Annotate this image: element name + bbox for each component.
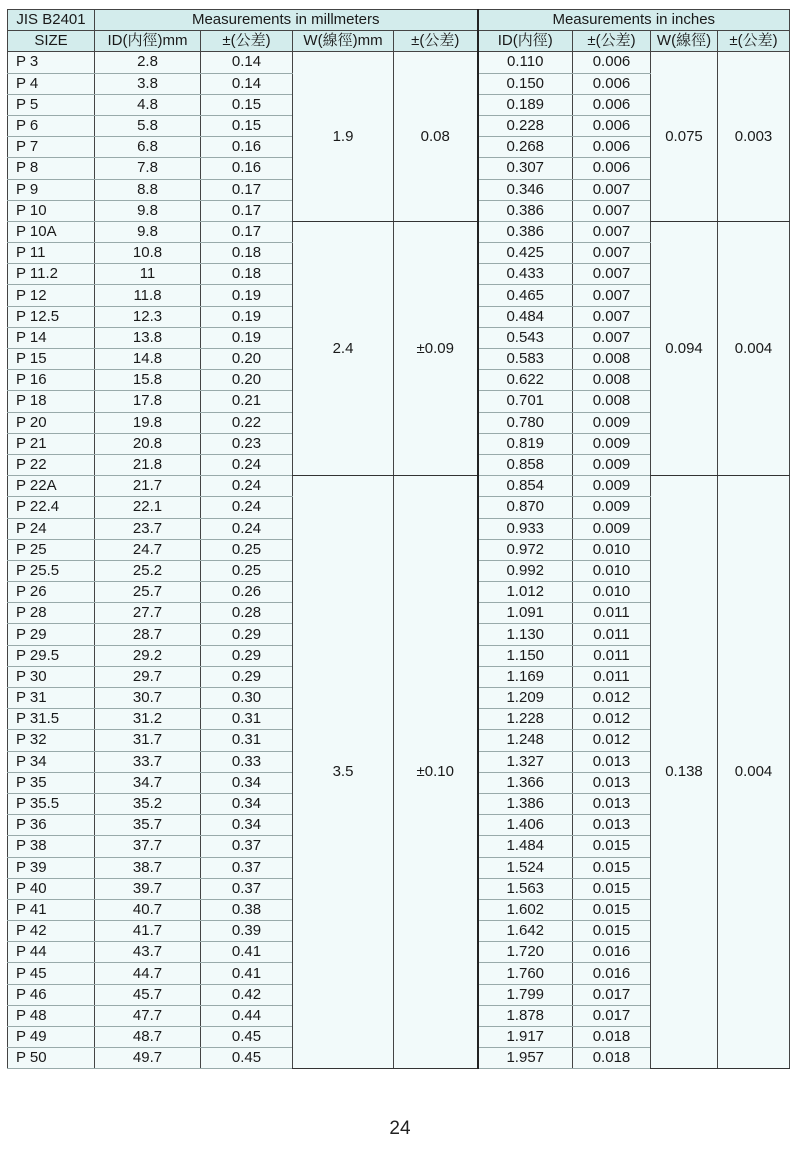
col-id-in-header: ID(内徑) bbox=[478, 31, 573, 52]
id-mm-tol-cell: 0.37 bbox=[201, 878, 293, 899]
id-in-cell: 1.209 bbox=[478, 688, 573, 709]
id-mm-tol-cell: 0.23 bbox=[201, 433, 293, 454]
size-cell: P 28 bbox=[8, 603, 95, 624]
col-size-header: SIZE bbox=[8, 31, 95, 52]
id-mm-cell: 23.7 bbox=[95, 518, 201, 539]
table-row bbox=[8, 52, 790, 73]
id-mm-tol-cell: 0.15 bbox=[201, 94, 293, 115]
id-in-cell: 1.169 bbox=[478, 666, 573, 687]
id-mm-cell: 21.8 bbox=[95, 454, 201, 475]
w-mm-tol-cell: ±0.10 bbox=[394, 476, 478, 1069]
id-mm-cell: 14.8 bbox=[95, 349, 201, 370]
id-mm-tol-cell: 0.37 bbox=[201, 857, 293, 878]
id-in-tol-cell: 0.008 bbox=[573, 391, 651, 412]
id-in-cell: 0.110 bbox=[478, 52, 573, 73]
size-cell: P 11.2 bbox=[8, 264, 95, 285]
size-cell: P 6 bbox=[8, 115, 95, 136]
id-in-cell: 0.268 bbox=[478, 137, 573, 158]
id-mm-cell: 8.8 bbox=[95, 179, 201, 200]
col-id-mm-tol-header: ±(公差) bbox=[201, 31, 293, 52]
id-mm-tol-cell: 0.17 bbox=[201, 221, 293, 242]
size-cell: P 35 bbox=[8, 772, 95, 793]
id-in-tol-cell: 0.013 bbox=[573, 751, 651, 772]
id-in-tol-cell: 0.013 bbox=[573, 793, 651, 814]
id-mm-tol-cell: 0.20 bbox=[201, 349, 293, 370]
id-mm-cell: 33.7 bbox=[95, 751, 201, 772]
id-mm-cell: 38.7 bbox=[95, 857, 201, 878]
size-cell: P 8 bbox=[8, 158, 95, 179]
id-mm-cell: 31.2 bbox=[95, 709, 201, 730]
id-in-cell: 0.228 bbox=[478, 115, 573, 136]
size-cell: P 40 bbox=[8, 878, 95, 899]
id-mm-tol-cell: 0.31 bbox=[201, 709, 293, 730]
id-in-cell: 1.012 bbox=[478, 582, 573, 603]
id-in-tol-cell: 0.009 bbox=[573, 454, 651, 475]
id-mm-cell: 43.7 bbox=[95, 942, 201, 963]
id-mm-cell: 10.8 bbox=[95, 243, 201, 264]
id-mm-tol-cell: 0.29 bbox=[201, 666, 293, 687]
id-in-tol-cell: 0.009 bbox=[573, 412, 651, 433]
size-cell: P 41 bbox=[8, 899, 95, 920]
id-in-cell: 1.799 bbox=[478, 984, 573, 1005]
id-in-cell: 1.130 bbox=[478, 624, 573, 645]
id-mm-tol-cell: 0.39 bbox=[201, 921, 293, 942]
id-mm-tol-cell: 0.34 bbox=[201, 772, 293, 793]
id-in-cell: 1.228 bbox=[478, 709, 573, 730]
id-in-cell: 1.642 bbox=[478, 921, 573, 942]
id-mm-tol-cell: 0.19 bbox=[201, 306, 293, 327]
id-mm-tol-cell: 0.33 bbox=[201, 751, 293, 772]
id-in-tol-cell: 0.006 bbox=[573, 137, 651, 158]
id-mm-tol-cell: 0.31 bbox=[201, 730, 293, 751]
id-mm-tol-cell: 0.22 bbox=[201, 412, 293, 433]
id-in-cell: 0.870 bbox=[478, 497, 573, 518]
size-cell: P 29 bbox=[8, 624, 95, 645]
size-cell: P 42 bbox=[8, 921, 95, 942]
id-in-tol-cell: 0.017 bbox=[573, 1005, 651, 1026]
id-mm-tol-cell: 0.42 bbox=[201, 984, 293, 1005]
id-in-cell: 1.091 bbox=[478, 603, 573, 624]
size-cell: P 26 bbox=[8, 582, 95, 603]
id-mm-tol-cell: 0.15 bbox=[201, 115, 293, 136]
id-mm-cell: 37.7 bbox=[95, 836, 201, 857]
inch-group-header: Measurements in inches bbox=[478, 10, 790, 31]
size-cell: P 7 bbox=[8, 137, 95, 158]
col-w-in-header: W(線徑) bbox=[651, 31, 718, 52]
id-in-cell: 1.386 bbox=[478, 793, 573, 814]
id-mm-cell: 6.8 bbox=[95, 137, 201, 158]
id-mm-cell: 47.7 bbox=[95, 1005, 201, 1026]
id-mm-cell: 25.2 bbox=[95, 560, 201, 581]
id-in-tol-cell: 0.006 bbox=[573, 73, 651, 94]
id-in-cell: 0.780 bbox=[478, 412, 573, 433]
id-in-tol-cell: 0.015 bbox=[573, 836, 651, 857]
id-in-cell: 1.563 bbox=[478, 878, 573, 899]
id-mm-tol-cell: 0.20 bbox=[201, 370, 293, 391]
id-in-tol-cell: 0.007 bbox=[573, 221, 651, 242]
id-in-tol-cell: 0.007 bbox=[573, 264, 651, 285]
id-in-cell: 0.543 bbox=[478, 327, 573, 348]
id-in-cell: 1.406 bbox=[478, 815, 573, 836]
id-mm-tol-cell: 0.28 bbox=[201, 603, 293, 624]
size-cell: P 25 bbox=[8, 539, 95, 560]
size-cell: P 18 bbox=[8, 391, 95, 412]
id-in-tol-cell: 0.015 bbox=[573, 921, 651, 942]
id-mm-tol-cell: 0.16 bbox=[201, 137, 293, 158]
size-cell: P 45 bbox=[8, 963, 95, 984]
size-cell: P 4 bbox=[8, 73, 95, 94]
id-in-cell: 0.386 bbox=[478, 221, 573, 242]
id-mm-cell: 2.8 bbox=[95, 52, 201, 73]
id-in-tol-cell: 0.010 bbox=[573, 582, 651, 603]
size-cell: P 49 bbox=[8, 1027, 95, 1048]
size-cell: P 35.5 bbox=[8, 793, 95, 814]
id-in-cell: 0.854 bbox=[478, 476, 573, 497]
id-mm-tol-cell: 0.44 bbox=[201, 1005, 293, 1026]
id-mm-tol-cell: 0.14 bbox=[201, 73, 293, 94]
id-in-tol-cell: 0.007 bbox=[573, 306, 651, 327]
id-mm-cell: 19.8 bbox=[95, 412, 201, 433]
id-in-tol-cell: 0.007 bbox=[573, 327, 651, 348]
id-mm-cell: 48.7 bbox=[95, 1027, 201, 1048]
id-mm-tol-cell: 0.41 bbox=[201, 942, 293, 963]
id-mm-tol-cell: 0.18 bbox=[201, 243, 293, 264]
w-mm-cell: 3.5 bbox=[293, 476, 394, 1069]
id-in-tol-cell: 0.006 bbox=[573, 115, 651, 136]
id-mm-tol-cell: 0.45 bbox=[201, 1027, 293, 1048]
w-in-tol-cell: 0.004 bbox=[718, 476, 790, 1069]
id-mm-cell: 5.8 bbox=[95, 115, 201, 136]
id-mm-tol-cell: 0.34 bbox=[201, 815, 293, 836]
col-w-in-tol-header: ±(公差) bbox=[718, 31, 790, 52]
id-mm-cell: 35.2 bbox=[95, 793, 201, 814]
id-mm-tol-cell: 0.19 bbox=[201, 327, 293, 348]
id-mm-tol-cell: 0.17 bbox=[201, 200, 293, 221]
id-in-tol-cell: 0.016 bbox=[573, 963, 651, 984]
w-mm-tol-cell: 0.08 bbox=[394, 52, 478, 222]
id-in-cell: 1.760 bbox=[478, 963, 573, 984]
standard-header: JIS B2401 bbox=[8, 10, 95, 31]
id-in-cell: 1.957 bbox=[478, 1048, 573, 1069]
id-in-tol-cell: 0.016 bbox=[573, 942, 651, 963]
size-cell: P 12.5 bbox=[8, 306, 95, 327]
id-in-cell: 0.622 bbox=[478, 370, 573, 391]
id-in-tol-cell: 0.007 bbox=[573, 179, 651, 200]
id-mm-cell: 9.8 bbox=[95, 221, 201, 242]
id-in-cell: 0.189 bbox=[478, 94, 573, 115]
table-row bbox=[8, 476, 790, 497]
id-mm-tol-cell: 0.30 bbox=[201, 688, 293, 709]
id-in-tol-cell: 0.011 bbox=[573, 603, 651, 624]
size-cell: P 11 bbox=[8, 243, 95, 264]
id-in-tol-cell: 0.007 bbox=[573, 243, 651, 264]
id-in-tol-cell: 0.015 bbox=[573, 899, 651, 920]
id-in-cell: 0.701 bbox=[478, 391, 573, 412]
id-mm-tol-cell: 0.18 bbox=[201, 264, 293, 285]
id-mm-cell: 29.7 bbox=[95, 666, 201, 687]
id-in-cell: 0.858 bbox=[478, 454, 573, 475]
id-in-cell: 0.484 bbox=[478, 306, 573, 327]
id-mm-tol-cell: 0.24 bbox=[201, 497, 293, 518]
id-in-tol-cell: 0.009 bbox=[573, 497, 651, 518]
w-in-cell: 0.075 bbox=[651, 52, 718, 222]
size-cell: P 39 bbox=[8, 857, 95, 878]
id-mm-cell: 45.7 bbox=[95, 984, 201, 1005]
size-cell: P 29.5 bbox=[8, 645, 95, 666]
id-mm-tol-cell: 0.21 bbox=[201, 391, 293, 412]
id-mm-cell: 21.7 bbox=[95, 476, 201, 497]
id-mm-cell: 40.7 bbox=[95, 899, 201, 920]
id-in-tol-cell: 0.007 bbox=[573, 285, 651, 306]
id-mm-tol-cell: 0.16 bbox=[201, 158, 293, 179]
id-mm-cell: 25.7 bbox=[95, 582, 201, 603]
id-mm-cell: 20.8 bbox=[95, 433, 201, 454]
id-in-cell: 1.327 bbox=[478, 751, 573, 772]
size-cell: P 9 bbox=[8, 179, 95, 200]
id-in-cell: 0.933 bbox=[478, 518, 573, 539]
id-in-tol-cell: 0.009 bbox=[573, 518, 651, 539]
id-in-tol-cell: 0.017 bbox=[573, 984, 651, 1005]
size-cell: P 20 bbox=[8, 412, 95, 433]
size-cell: P 44 bbox=[8, 942, 95, 963]
id-mm-tol-cell: 0.38 bbox=[201, 899, 293, 920]
id-in-tol-cell: 0.012 bbox=[573, 709, 651, 730]
mm-group-header: Measurements in millmeters bbox=[95, 10, 478, 31]
id-in-tol-cell: 0.006 bbox=[573, 52, 651, 73]
id-in-cell: 0.346 bbox=[478, 179, 573, 200]
w-in-cell: 0.138 bbox=[651, 476, 718, 1069]
size-cell: P 10 bbox=[8, 200, 95, 221]
size-cell: P 15 bbox=[8, 349, 95, 370]
id-in-cell: 1.720 bbox=[478, 942, 573, 963]
id-in-cell: 1.366 bbox=[478, 772, 573, 793]
id-mm-tol-cell: 0.37 bbox=[201, 836, 293, 857]
id-mm-tol-cell: 0.25 bbox=[201, 539, 293, 560]
id-in-tol-cell: 0.013 bbox=[573, 772, 651, 793]
id-in-tol-cell: 0.013 bbox=[573, 815, 651, 836]
id-in-tol-cell: 0.015 bbox=[573, 878, 651, 899]
id-in-cell: 0.433 bbox=[478, 264, 573, 285]
id-mm-cell: 9.8 bbox=[95, 200, 201, 221]
id-mm-tol-cell: 0.24 bbox=[201, 454, 293, 475]
id-in-tol-cell: 0.006 bbox=[573, 94, 651, 115]
page-number: 24 bbox=[389, 1118, 411, 1139]
id-in-tol-cell: 0.011 bbox=[573, 666, 651, 687]
id-mm-tol-cell: 0.41 bbox=[201, 963, 293, 984]
id-mm-cell: 39.7 bbox=[95, 878, 201, 899]
id-in-tol-cell: 0.009 bbox=[573, 433, 651, 454]
w-in-tol-cell: 0.003 bbox=[718, 52, 790, 222]
id-mm-cell: 49.7 bbox=[95, 1048, 201, 1069]
id-in-cell: 1.602 bbox=[478, 899, 573, 920]
id-in-cell: 1.150 bbox=[478, 645, 573, 666]
id-in-tol-cell: 0.008 bbox=[573, 370, 651, 391]
id-in-tol-cell: 0.011 bbox=[573, 645, 651, 666]
id-mm-tol-cell: 0.45 bbox=[201, 1048, 293, 1069]
id-mm-cell: 30.7 bbox=[95, 688, 201, 709]
id-in-cell: 0.819 bbox=[478, 433, 573, 454]
id-mm-cell: 7.8 bbox=[95, 158, 201, 179]
id-mm-cell: 12.3 bbox=[95, 306, 201, 327]
id-mm-cell: 29.2 bbox=[95, 645, 201, 666]
id-mm-cell: 17.8 bbox=[95, 391, 201, 412]
size-cell: P 12 bbox=[8, 285, 95, 306]
w-in-cell: 0.094 bbox=[651, 221, 718, 475]
size-cell: P 31.5 bbox=[8, 709, 95, 730]
id-mm-cell: 35.7 bbox=[95, 815, 201, 836]
id-mm-cell: 11.8 bbox=[95, 285, 201, 306]
size-cell: P 10A bbox=[8, 221, 95, 242]
col-w-mm-tol-header: ±(公差) bbox=[394, 31, 478, 52]
oring-size-table bbox=[7, 9, 790, 1069]
id-mm-cell: 44.7 bbox=[95, 963, 201, 984]
id-in-cell: 0.150 bbox=[478, 73, 573, 94]
id-in-cell: 1.484 bbox=[478, 836, 573, 857]
id-in-tol-cell: 0.011 bbox=[573, 624, 651, 645]
id-in-cell: 1.248 bbox=[478, 730, 573, 751]
size-cell: P 34 bbox=[8, 751, 95, 772]
table-row bbox=[8, 221, 790, 242]
w-mm-cell: 2.4 bbox=[293, 221, 394, 475]
header-row-group bbox=[8, 10, 790, 31]
w-mm-tol-cell: ±0.09 bbox=[394, 221, 478, 475]
id-mm-tol-cell: 0.14 bbox=[201, 52, 293, 73]
id-mm-tol-cell: 0.26 bbox=[201, 582, 293, 603]
id-in-tol-cell: 0.009 bbox=[573, 476, 651, 497]
id-mm-cell: 3.8 bbox=[95, 73, 201, 94]
size-cell: P 14 bbox=[8, 327, 95, 348]
col-w-mm-header: W(線徑)mm bbox=[293, 31, 394, 52]
id-in-cell: 0.992 bbox=[478, 560, 573, 581]
id-mm-cell: 22.1 bbox=[95, 497, 201, 518]
size-cell: P 48 bbox=[8, 1005, 95, 1026]
size-cell: P 3 bbox=[8, 52, 95, 73]
col-id-mm-header: ID(内徑)mm bbox=[95, 31, 201, 52]
id-in-tol-cell: 0.010 bbox=[573, 560, 651, 581]
size-cell: P 22.4 bbox=[8, 497, 95, 518]
size-cell: P 21 bbox=[8, 433, 95, 454]
id-in-tol-cell: 0.012 bbox=[573, 730, 651, 751]
size-cell: P 50 bbox=[8, 1048, 95, 1069]
id-in-cell: 1.917 bbox=[478, 1027, 573, 1048]
size-cell: P 38 bbox=[8, 836, 95, 857]
id-in-tol-cell: 0.007 bbox=[573, 200, 651, 221]
id-in-tol-cell: 0.006 bbox=[573, 158, 651, 179]
id-in-cell: 0.972 bbox=[478, 539, 573, 560]
w-in-tol-cell: 0.004 bbox=[718, 221, 790, 475]
size-cell: P 22 bbox=[8, 454, 95, 475]
w-mm-cell: 1.9 bbox=[293, 52, 394, 222]
id-mm-tol-cell: 0.24 bbox=[201, 518, 293, 539]
id-in-tol-cell: 0.018 bbox=[573, 1027, 651, 1048]
id-in-tol-cell: 0.012 bbox=[573, 688, 651, 709]
id-in-tol-cell: 0.018 bbox=[573, 1048, 651, 1069]
id-mm-cell: 27.7 bbox=[95, 603, 201, 624]
size-cell: P 32 bbox=[8, 730, 95, 751]
id-mm-cell: 34.7 bbox=[95, 772, 201, 793]
id-in-tol-cell: 0.008 bbox=[573, 349, 651, 370]
size-cell: P 36 bbox=[8, 815, 95, 836]
size-cell: P 30 bbox=[8, 666, 95, 687]
table-body bbox=[8, 52, 790, 1069]
size-cell: P 46 bbox=[8, 984, 95, 1005]
id-mm-cell: 15.8 bbox=[95, 370, 201, 391]
id-mm-cell: 24.7 bbox=[95, 539, 201, 560]
id-in-cell: 0.583 bbox=[478, 349, 573, 370]
id-mm-tol-cell: 0.29 bbox=[201, 624, 293, 645]
id-in-cell: 1.878 bbox=[478, 1005, 573, 1026]
size-cell: P 5 bbox=[8, 94, 95, 115]
id-in-tol-cell: 0.010 bbox=[573, 539, 651, 560]
col-id-in-tol-header: ±(公差) bbox=[573, 31, 651, 52]
size-cell: P 31 bbox=[8, 688, 95, 709]
id-mm-tol-cell: 0.34 bbox=[201, 793, 293, 814]
id-mm-cell: 28.7 bbox=[95, 624, 201, 645]
size-cell: P 22A bbox=[8, 476, 95, 497]
id-mm-tol-cell: 0.25 bbox=[201, 560, 293, 581]
id-mm-cell: 41.7 bbox=[95, 921, 201, 942]
size-cell: P 24 bbox=[8, 518, 95, 539]
header-row-columns bbox=[8, 31, 790, 52]
id-in-cell: 0.386 bbox=[478, 200, 573, 221]
id-mm-cell: 13.8 bbox=[95, 327, 201, 348]
id-mm-tol-cell: 0.19 bbox=[201, 285, 293, 306]
id-in-tol-cell: 0.015 bbox=[573, 857, 651, 878]
size-cell: P 25.5 bbox=[8, 560, 95, 581]
id-mm-tol-cell: 0.29 bbox=[201, 645, 293, 666]
id-mm-tol-cell: 0.17 bbox=[201, 179, 293, 200]
id-mm-cell: 31.7 bbox=[95, 730, 201, 751]
id-in-cell: 1.524 bbox=[478, 857, 573, 878]
size-cell: P 16 bbox=[8, 370, 95, 391]
id-mm-tol-cell: 0.24 bbox=[201, 476, 293, 497]
id-in-cell: 0.307 bbox=[478, 158, 573, 179]
id-in-cell: 0.425 bbox=[478, 243, 573, 264]
id-mm-cell: 11 bbox=[95, 264, 201, 285]
id-mm-cell: 4.8 bbox=[95, 94, 201, 115]
id-in-cell: 0.465 bbox=[478, 285, 573, 306]
